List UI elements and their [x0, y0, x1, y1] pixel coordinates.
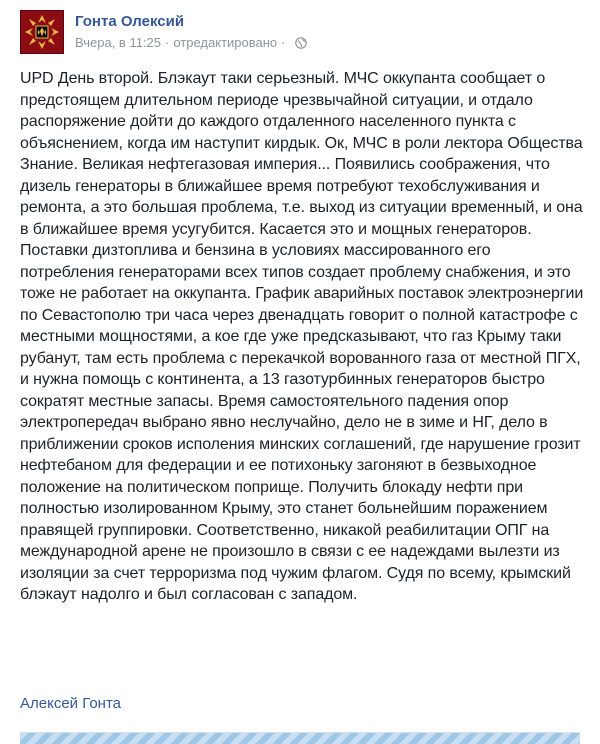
- post-header: [20, 10, 307, 56]
- globe-icon[interactable]: [295, 37, 307, 49]
- attachment-preview[interactable]: [20, 732, 580, 744]
- author-name-link[interactable]: Гонта Олексий: [75, 13, 185, 30]
- edited-label[interactable]: отредактировано: [173, 35, 278, 50]
- post-meta: [75, 13, 307, 51]
- author-avatar[interactable]: [20, 10, 64, 54]
- meta-separator: ·: [281, 35, 286, 50]
- post-body-text: UPD День второй. Блэкаут таки серьезный. МЧС оккупанта сообщает о предстоящем длительном периоде чрезвычайной ситуации, и отдало распоряжение дойти до каждого отдаленного населенного пункта с объяснением, когда им наступит кирдык. Ок, МЧС в роли лектора Общества Знание. Великая нефтегазовая империя... Появились соображения, что дизель генераторы в ближайшее время потребуют техобслуживания и ремонта, а это большая проблема, т.е. выход из ситуации временный, и она в ближайшее время усугубится. Касается это и мощных генераторов. Поставки дизтоплива и бензина в условиях массированного его потребления генераторами всех типов создает проблему снабжения, и это тоже не работает на оккупанта. График аварийных поставок электроэнергии по Севастополю три часа через двенадцать говорит о полной катастрофе с местными мощностями, а кое где уже предсказывают, что газ Крыму таки рубанут, там есть проблема с перекачкой ворованного газа от местной ПГХ, и нужна помощь с континента, а 13 газотурбинных генераторов быстро сократят местные запасы. Время самостоятельного падения опор электропередач выбрано явно неслучайно, дело не в зиме и НГ, дело в приближении сроков исполения минских соглашений, где нарушение грозит нефтебаном для федерации и ее потихоньку загоняют в безвыходное положение на политическом поприще. Получить блокаду нефти при полностью изолированном Крыму, это станет больнейшим поражением правящей группировки. Соответственно, никакой реабилитации ОПГ на международной арене не произошло в связи с ее надеждами вылезти из изоляции за счет терроризма под чужим флагом. Судя по всему, крымский блэкаут надолго и был согласован с западом.: [20, 70, 584, 603]
- meta-separator: ·: [165, 35, 170, 50]
- emblem-icon: [21, 11, 63, 53]
- signature-link[interactable]: Алексей Гонта: [20, 695, 122, 712]
- post-subline: [75, 35, 307, 51]
- post-timestamp[interactable]: Вчера, в 11:25: [75, 35, 162, 50]
